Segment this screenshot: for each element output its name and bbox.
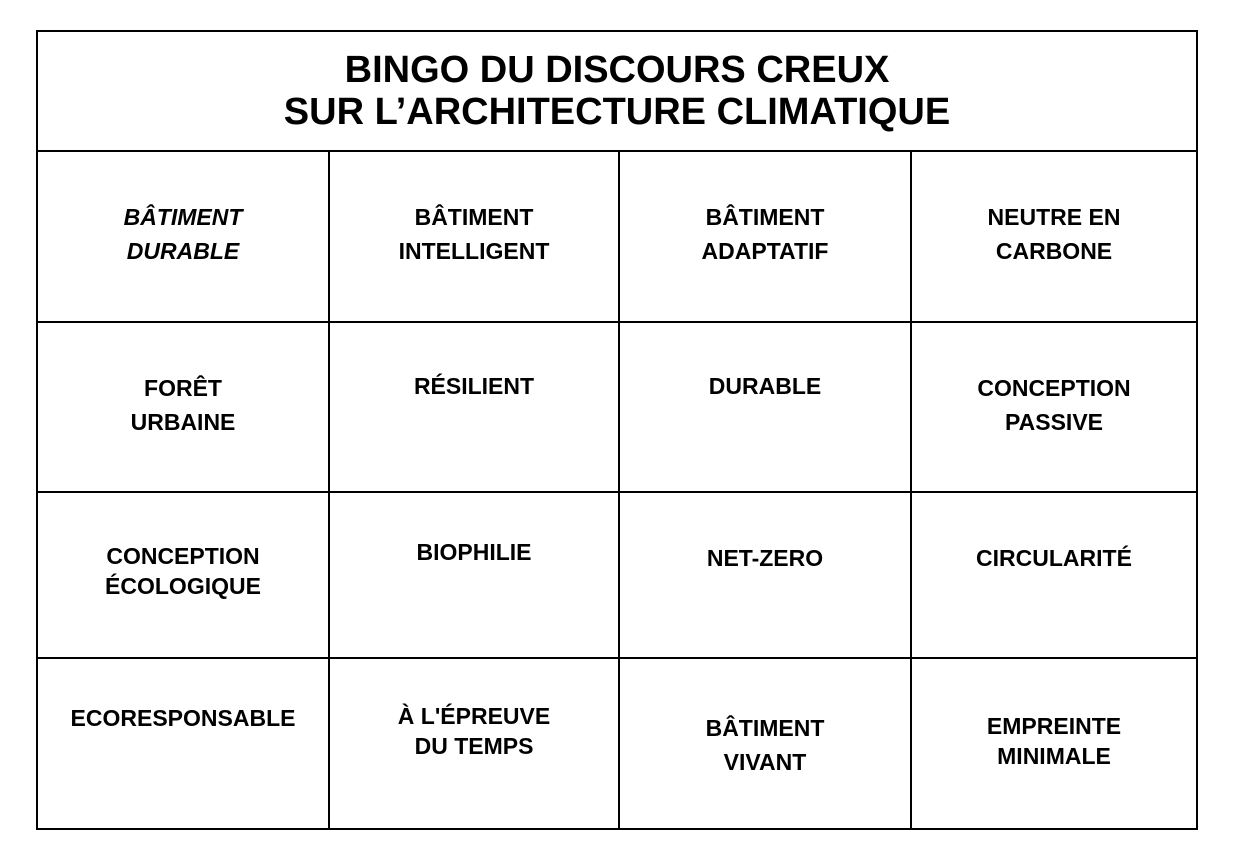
bingo-cell <box>912 659 1196 828</box>
bingo-card <box>36 30 1198 830</box>
bingo-cell-text: URBAINE <box>130 409 236 435</box>
title-line-2: SUR L’ARCHITECTURE CLIMATIQUE <box>283 91 951 133</box>
bingo-cell-text: BIOPHILIE <box>416 539 532 565</box>
bingo-cell-text: CARBONE <box>995 238 1113 264</box>
bingo-cell <box>330 493 618 657</box>
bingo-cell-text: ÉCOLOGIQUE <box>105 573 261 599</box>
bingo-cell <box>620 659 910 828</box>
bingo-cell-text: DURABLE <box>126 238 240 264</box>
bingo-cell <box>330 323 618 491</box>
bingo-cell <box>330 152 618 321</box>
bingo-cell-text: NEUTRE EN <box>987 204 1121 230</box>
bingo-cell <box>620 323 910 491</box>
bingo-cell-text: ADAPTATIF <box>701 238 829 264</box>
bingo-cell-text: BÂTIMENT <box>123 204 243 230</box>
bingo-cell-text: CIRCULARITÉ <box>976 545 1132 571</box>
bingo-cell-text: EMPREINTE <box>986 713 1122 739</box>
bingo-cell-text: VIVANT <box>723 749 807 775</box>
bingo-cell <box>620 493 910 657</box>
bingo-cell-text: RÉSILIENT <box>413 373 535 399</box>
bingo-cell-text: BÂTIMENT <box>705 715 825 741</box>
bingo-cell <box>38 493 328 657</box>
bingo-cell <box>912 323 1196 491</box>
bingo-cell-text: FORÊT <box>144 375 222 401</box>
bingo-cell <box>330 659 618 828</box>
bingo-cell-text: ECORESPONSABLE <box>70 705 296 731</box>
bingo-cell-text: INTELLIGENT <box>398 238 550 264</box>
bingo-cell-text: PASSIVE <box>1005 409 1103 435</box>
bingo-cell <box>38 152 328 321</box>
bingo-cell <box>620 152 910 321</box>
bingo-cell <box>912 493 1196 657</box>
bingo-cell-text: DU TEMPS <box>414 733 534 759</box>
bingo-cell-text: BÂTIMENT <box>414 204 534 230</box>
bingo-cell <box>38 659 328 828</box>
title-line-1: BINGO DU DISCOURS CREUX <box>344 49 890 91</box>
bingo-cell-text: BÂTIMENT <box>705 204 825 230</box>
bingo-title <box>38 32 1196 152</box>
bingo-cell-text: MINIMALE <box>997 743 1111 769</box>
bingo-cell-text: DURABLE <box>708 373 822 399</box>
bingo-cell <box>912 152 1196 321</box>
bingo-cell-text: À L'ÉPREUVE <box>397 703 551 729</box>
bingo-cell <box>38 323 328 491</box>
bingo-cell-text: CONCEPTION <box>106 543 260 569</box>
bingo-cell-text: CONCEPTION <box>977 375 1131 401</box>
bingo-cell-text: NET-ZERO <box>706 545 824 571</box>
